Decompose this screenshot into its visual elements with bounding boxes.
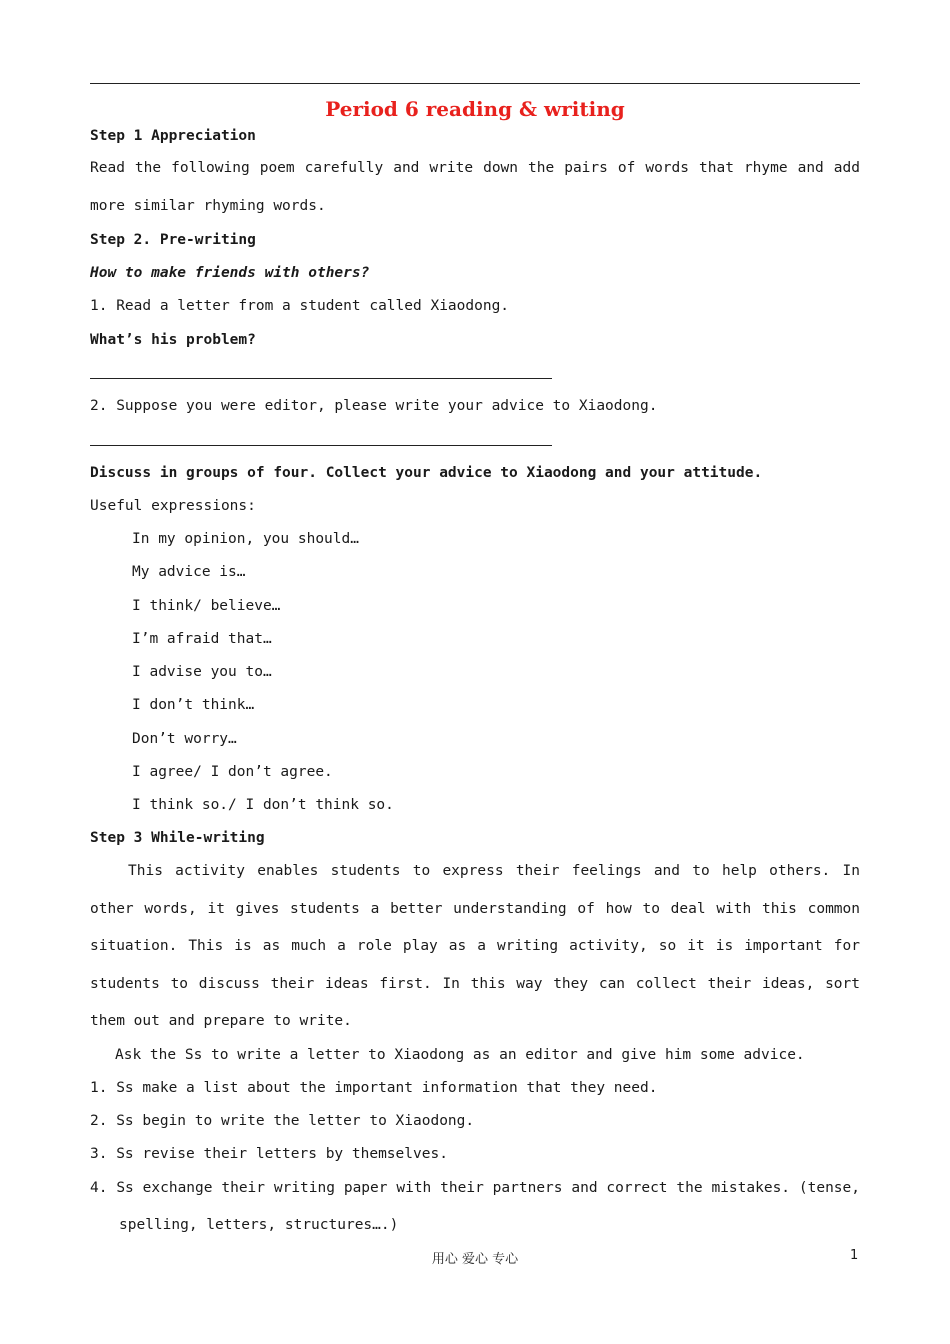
header-rule bbox=[90, 83, 860, 84]
step3-item-4-line-2: spelling, letters, structures….) bbox=[119, 1217, 399, 1233]
step2-subheading: How to make friends with others? bbox=[90, 265, 370, 281]
step1-instruction: Read the following poem carefully and write down the pairs of words that rhyme and add more similar rhyming words. bbox=[90, 160, 860, 214]
step3-item: 1. Ss make a list about the important information that they need. bbox=[90, 1080, 658, 1096]
step2-item-2: 2. Suppose you were editor, please write your advice to Xiaodong. bbox=[90, 398, 658, 414]
expression-item: I think/ believe… bbox=[132, 598, 281, 614]
answer-line-1 bbox=[90, 378, 552, 379]
step2-item-1: 1. Read a letter from a student called Xiaodong. bbox=[90, 298, 510, 314]
step2-discuss: Discuss in groups of four. Collect your advice to Xiaodong and your attitude. bbox=[90, 465, 763, 481]
step1-heading: Step 1 Appreciation bbox=[90, 128, 256, 144]
expression-item: I’m afraid that… bbox=[132, 631, 272, 647]
step3-item: 2. Ss begin to write the letter to Xiaodong. bbox=[90, 1113, 475, 1129]
step3-item-4-line-1: 4. Ss exchange their writing paper with their partners and correct the mistakes. (tense, bbox=[90, 1180, 860, 1196]
step3-paragraph-text: This activity enables students to express their feelings and to help others. In other words, it gives students a better understanding of how to deal with this common situation. This is as much a role play as a writing activity, so it is important for students to discuss their ideas first. In this way they can collect their ideas, sort them out and prepare to write. bbox=[90, 863, 860, 1029]
expression-item: Don’t worry… bbox=[132, 731, 237, 747]
page-number: 1 bbox=[850, 1248, 859, 1263]
expression-item: I think so./ I don’t think so. bbox=[132, 797, 394, 813]
step3-paragraph bbox=[90, 853, 860, 1041]
expression-item: My advice is… bbox=[132, 564, 246, 580]
expression-item: In my opinion, you should… bbox=[132, 531, 359, 547]
page-footer: 用心 爱心 专心 bbox=[431, 1252, 519, 1267]
step2-heading: Step 2. Pre-writing bbox=[90, 232, 256, 248]
step2-question: What’s his problem? bbox=[90, 332, 256, 348]
useful-expressions-label: Useful expressions: bbox=[90, 498, 256, 514]
page-title: Period 6 reading & writing bbox=[325, 97, 625, 121]
expression-item: I don’t think… bbox=[132, 697, 255, 713]
step3-heading: Step 3 While-writing bbox=[90, 830, 265, 846]
expression-item: I advise you to… bbox=[132, 664, 272, 680]
step3-ask: Ask the Ss to write a letter to Xiaodong as an editor and give him some advice. bbox=[115, 1047, 805, 1063]
expression-item: I agree/ I don’t agree. bbox=[132, 764, 333, 780]
step3-item: 3. Ss revise their letters by themselves. bbox=[90, 1146, 448, 1162]
answer-line-2 bbox=[90, 445, 552, 446]
